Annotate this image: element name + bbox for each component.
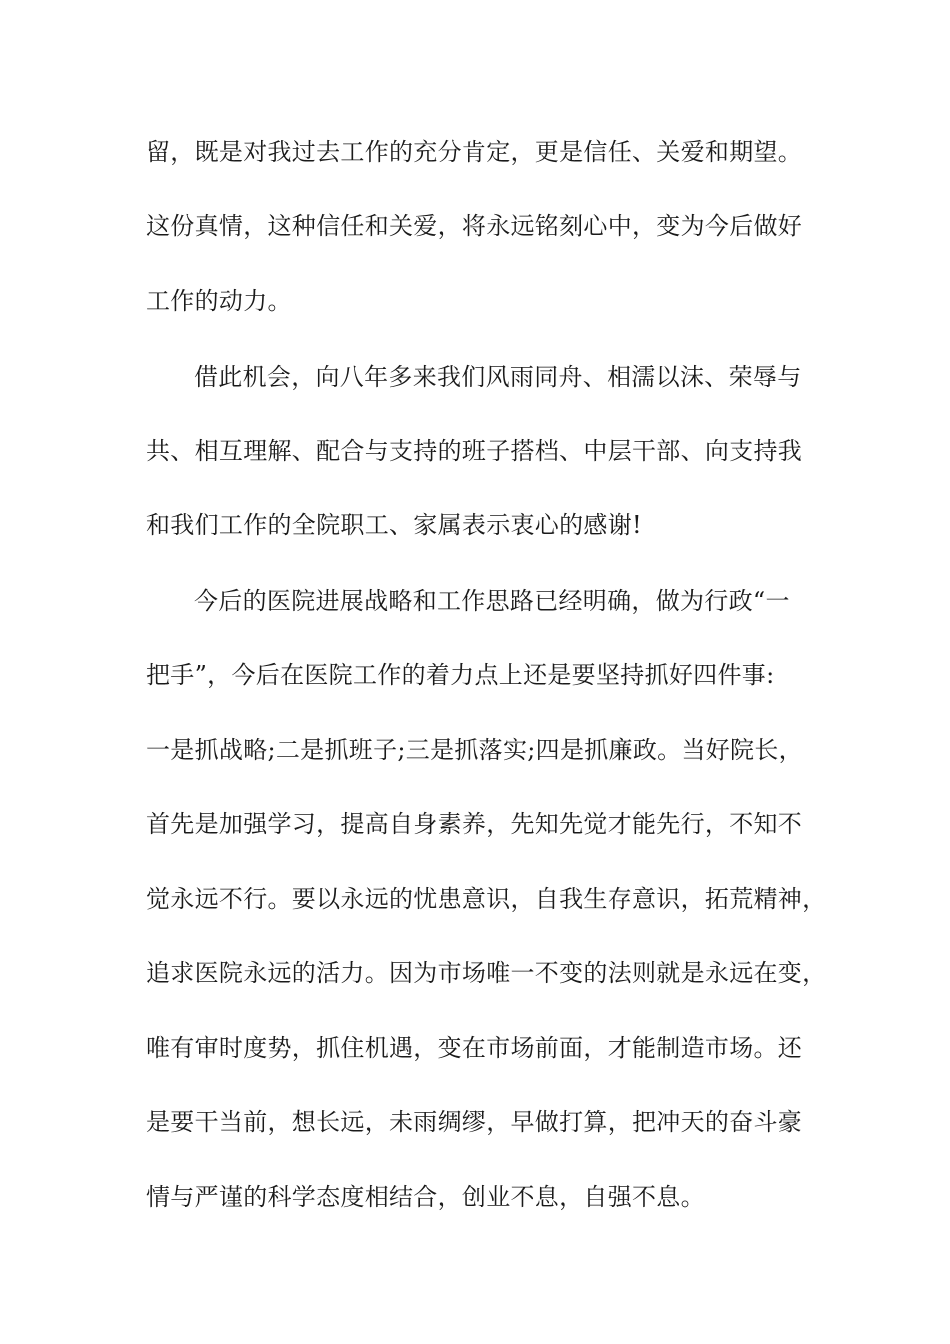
text-line: 一是抓战略;二是抓班子;三是抓落实;四是抓廉政。当好院长， (146, 736, 803, 764)
text-line: 情与严谨的科学态度相结合，创业不息，自强不息。 (146, 1183, 705, 1211)
text-line: 觉永远不行。要以永远的忧患意识，自我生存意识，拓荒精神， (146, 885, 827, 913)
text-line: 和我们工作的全院职工、家属表示衷心的感谢! (146, 511, 642, 539)
paragraph-first-line: 借此机会，向八年多来我们风雨同舟、相濡以沫、荣辱与 (194, 363, 802, 391)
text-line: 首先是加强学习，提高自身素养，先知先觉才能先行，不知不 (146, 810, 803, 838)
text-line: 追求医院永远的活力。因为市场唯一不变的法则就是永远在变， (146, 959, 827, 987)
text-line: 工作的动力。 (146, 287, 292, 315)
text-line: 留，既是对我过去工作的充分肯定，更是信任、关爱和期望。 (146, 138, 803, 166)
text-line: 唯有审时度势，抓住机遇，变在市场前面，才能制造市场。还 (146, 1034, 803, 1062)
text-line: 把手”，今后在医院工作的着力点上还是要坚持抓好四件事: (146, 661, 775, 689)
paragraph-first-line: 今后的医院进展战略和工作思路已经明确，做为行政“一 (194, 587, 790, 615)
text-line: 这份真情，这种信任和关爱，将永远铭刻心中，变为今后做好 (146, 212, 803, 240)
text-line: 是要干当前，想长远，未雨绸缪，早做打算，把冲天的奋斗豪 (146, 1108, 803, 1136)
text-line: 共、相互理解、配合与支持的班子搭档、中层干部、向支持我 (146, 437, 803, 465)
